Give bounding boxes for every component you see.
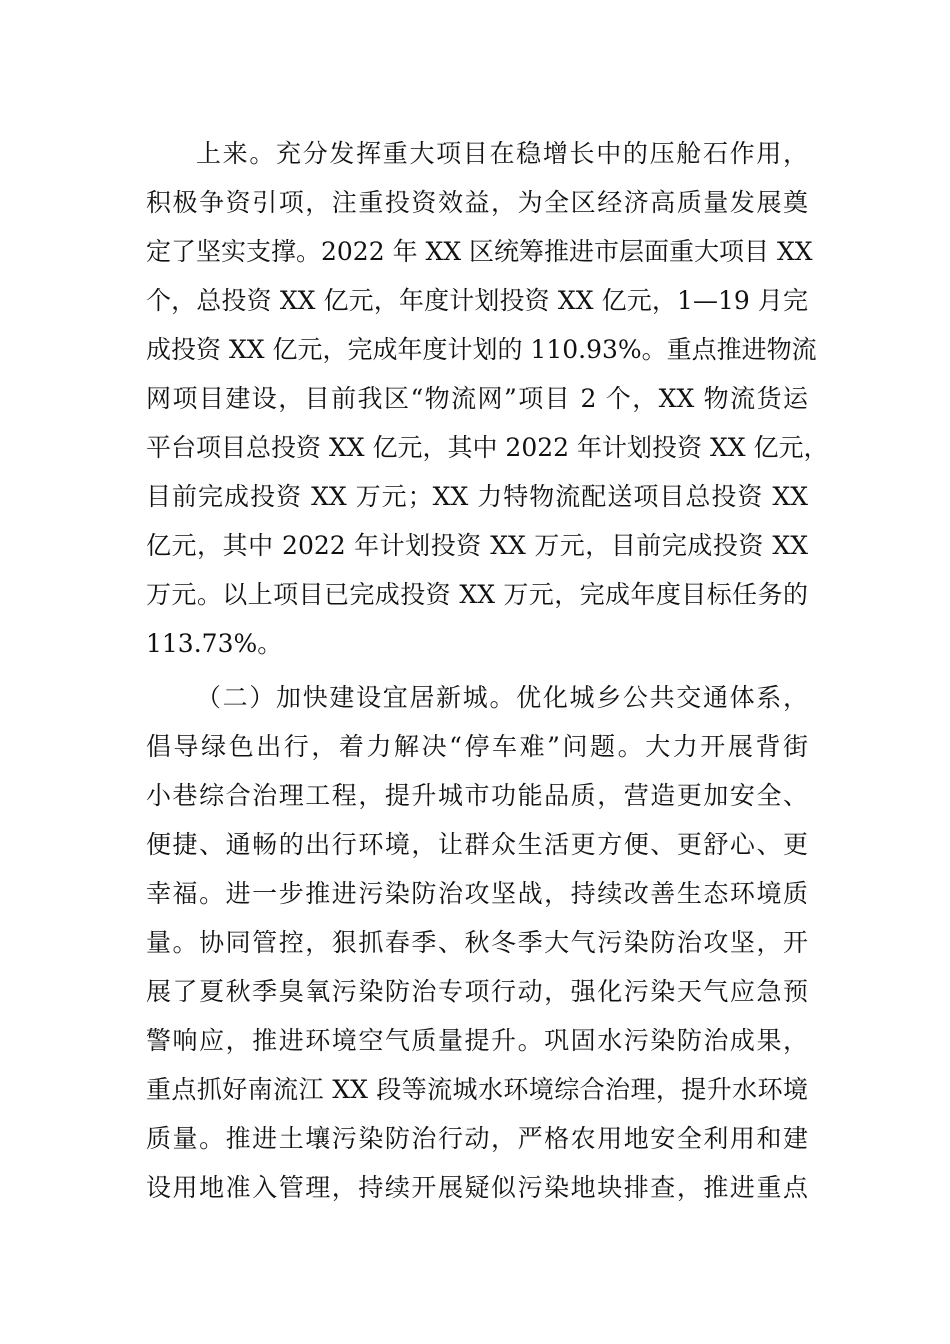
paragraph-1-line-11: 113.73%。 bbox=[146, 629, 283, 658]
paragraph-2-line-9: 重点抓好南流江 XX 段等流城水环境综合治理，提升水环境 bbox=[146, 1075, 808, 1104]
paragraph-2-line-5: 幸福。进一步推进污染防治攻坚战，持续改善生态环境质 bbox=[146, 879, 808, 908]
paragraph-2-line-7: 展了夏秋季臭氧污染防治专项行动，强化污染天气应急预 bbox=[146, 977, 808, 1006]
paragraph-2-line-3: 小巷综合治理工程，提升城市功能品质，营造更加安全、 bbox=[146, 781, 808, 810]
paragraph-1-line-10: 万元。以上项目已完成投资 XX 万元，完成年度目标任务的 bbox=[146, 580, 808, 609]
paragraph-1-line-6: 网项目建设，目前我区“物流网”项目 2 个，XX 物流货运 bbox=[146, 384, 808, 413]
paragraph-1-line-4: 个，总投资 XX 亿元，年度计划投资 XX 亿元，1—19 月完 bbox=[146, 286, 808, 315]
paragraph-1-line-5: 成投资 XX 亿元，完成年度计划的 110.93%。重点推进物流 bbox=[146, 335, 817, 364]
paragraph-1-line-7: 平台项目总投资 XX 亿元，其中 2022 年计划投资 XX 亿元， bbox=[146, 433, 829, 462]
paragraph-1-line-3: 定了坚实支撑。2022 年 XX 区统筹推进市层面重大项目 XX bbox=[146, 237, 813, 266]
paragraph-2-line-1: （二）加快建设宜居新城。优化城乡公共交通体系， bbox=[196, 683, 808, 712]
paragraph-1-line-8: 目前完成投资 XX 万元；XX 力特物流配送项目总投资 XX bbox=[146, 482, 808, 511]
paragraph-2-line-8: 警响应，推进环境空气质量提升。巩固水污染防治成果， bbox=[146, 1026, 808, 1055]
paragraph-2-line-4: 便捷、通畅的出行环境，让群众生活更方便、更舒心、更 bbox=[146, 830, 808, 859]
paragraph-2-line-10: 质量。推进土壤污染防治行动，严格农用地安全利用和建 bbox=[146, 1124, 808, 1153]
paragraph-2-line-2: 倡导绿色出行，着力解决“停车难”问题。大力开展背街 bbox=[146, 732, 808, 761]
paragraph-1-line-9: 亿元，其中 2022 年计划投资 XX 万元，目前完成投资 XX bbox=[146, 531, 808, 560]
paragraph-1-line-2: 积极争资引项，注重投资效益，为全区经济高质量发展奠 bbox=[146, 188, 808, 217]
paragraph-1-line-1: 上来。充分发挥重大项目在稳增长中的压舱石作用， bbox=[196, 139, 808, 168]
paragraph-2-line-11: 设用地准入管理，持续开展疑似污染地块排查，推进重点 bbox=[146, 1173, 808, 1202]
paragraph-2-line-6: 量。协同管控，狠抓春季、秋冬季大气污染防治攻坚，开 bbox=[146, 928, 808, 957]
